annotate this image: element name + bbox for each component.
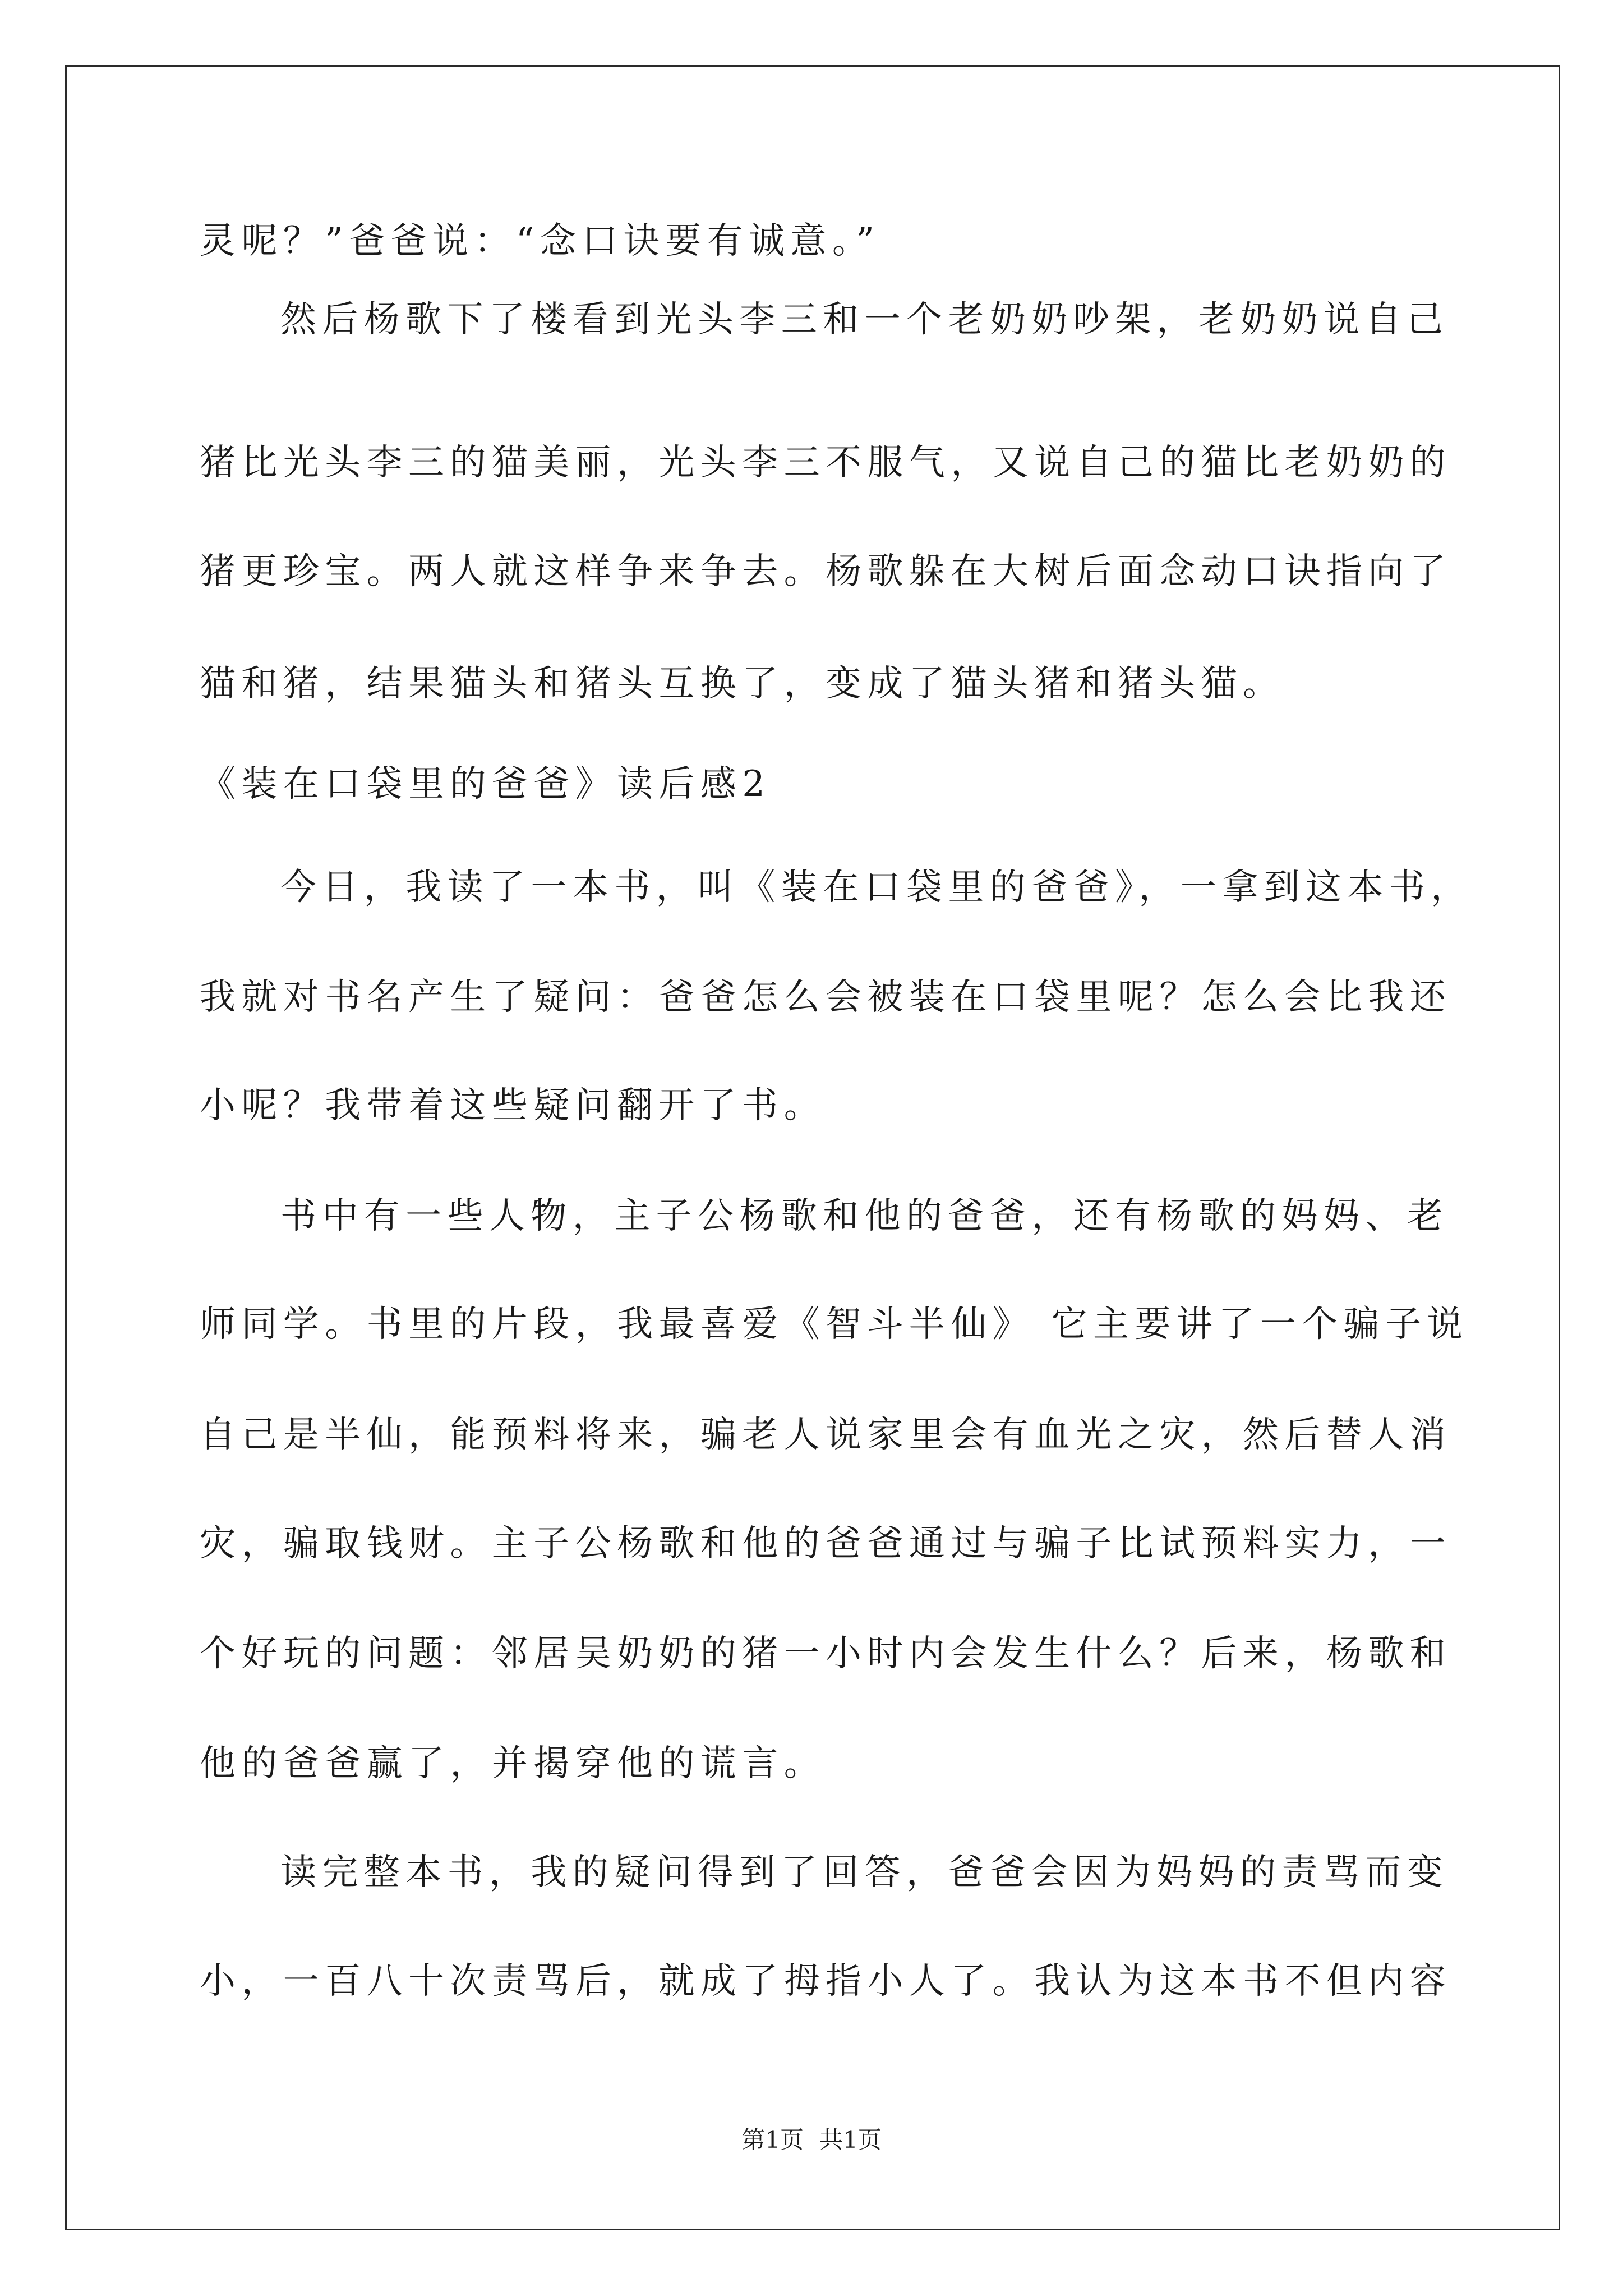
text-line: 灵呢？”爸爸说：“念口诀要有诚意。” <box>200 220 880 262</box>
text-line: 我就对书名产生了疑问：爸爸怎么会被装在口袋里呢？怎么会比我还 <box>200 977 1451 1018</box>
text-line: 猫和猪，结果猫头和猪头互换了，变成了猫头猪和猪头猫。 <box>200 663 1285 705</box>
text-line: 自己是半仙，能预料将来，骗老人说家里会有血光之灾，然后替人消 <box>200 1414 1451 1456</box>
text-line: 灾，骗取钱财。主子公杨歌和他的爸爸通过与骗子比试预料实力，一 <box>200 1523 1451 1565</box>
text-line: 个好玩的问题：邻居吴奶奶的猪一小时内会发生什么？后来，杨歌和 <box>200 1633 1451 1674</box>
paragraph-first-line: 今日，我读了一本书，叫《装在口袋里的爸爸》，一拿到这本书， <box>280 867 1473 908</box>
paragraph-first-line: 书中有一些人物，主子公杨歌和他的爸爸，还有杨歌的妈妈、老 <box>280 1195 1449 1237</box>
text-line: 师同学。书里的片段，我最喜爱《智斗半仙》 它主要讲了一个骗子说 <box>200 1304 1469 1345</box>
text-line: 猪更珍宝。两人就这样争来争去。杨歌躲在大树后面念动口诀指向了 <box>200 551 1451 592</box>
section-heading: 《装在口袋里的爸爸》读后感2 <box>200 763 771 805</box>
page-total: 共1页 <box>819 2126 882 2154</box>
text-line: 小，一百八十次责骂后，就成了拇指小人了。我认为这本书不但内容 <box>200 1961 1451 2002</box>
page-footer <box>0 2128 1623 2152</box>
text-line: 小呢？我带着这些疑问翻开了书。 <box>200 1085 826 1126</box>
text-line: 猪比光头李三的猫美丽，光头李三不服气，又说自己的猫比老奶奶的 <box>200 442 1451 484</box>
paragraph-first-line: 读完整本书，我的疑问得到了回答，爸爸会因为妈妈的责骂而变 <box>280 1852 1449 1893</box>
paragraph-first-line: 然后杨歌下了楼看到光头李三和一个老奶奶吵架，老奶奶说自己 <box>280 299 1449 341</box>
page-number: 第1页 <box>741 2126 804 2154</box>
text-line: 他的爸爸赢了，并揭穿他的谎言。 <box>200 1743 826 1784</box>
page-border <box>65 65 1560 2230</box>
